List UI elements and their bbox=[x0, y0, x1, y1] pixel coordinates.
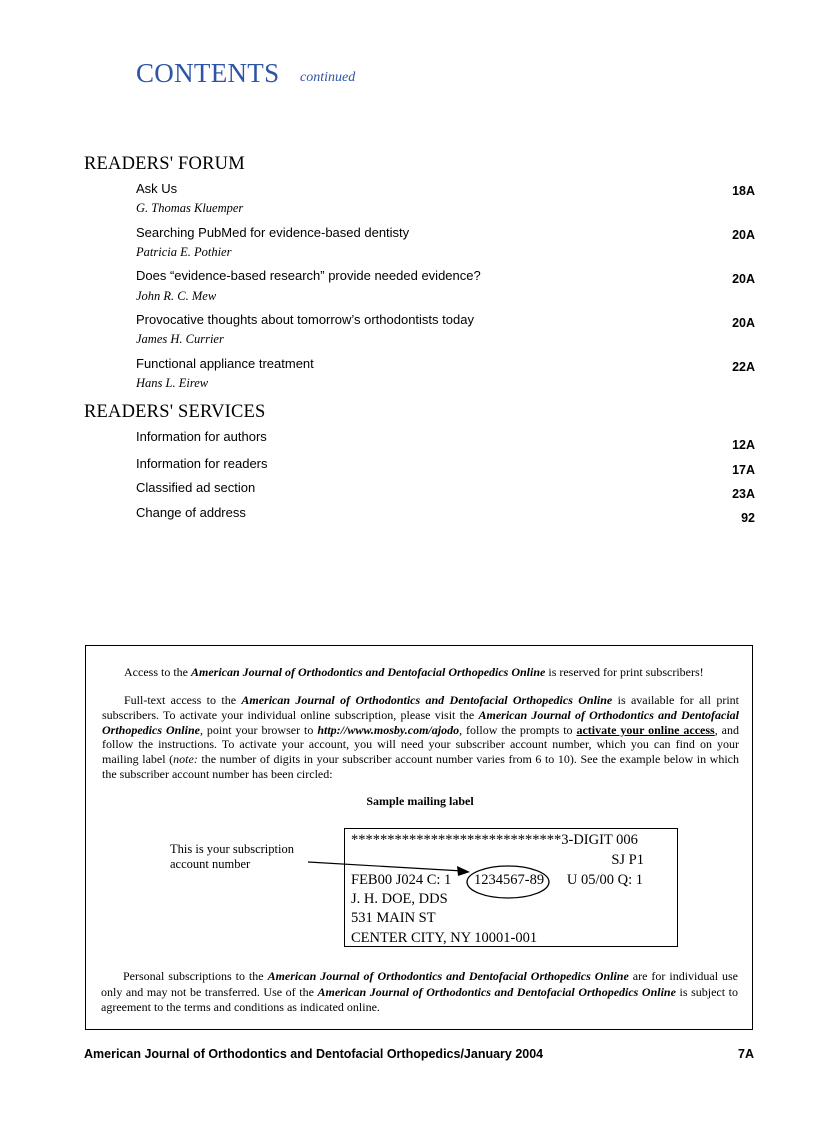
label-line-header: *****************************3-DIGIT 006 bbox=[351, 832, 638, 848]
notice-paragraph-access: Access to the American Journal of Orthodontics and Dentofacial Orthopedics Online is reserved for print subscribers! bbox=[124, 665, 704, 679]
journal-url-link[interactable]: http://www.mosby.com/ajodo bbox=[317, 722, 460, 737]
toc-entry-author: James H. Currier bbox=[136, 332, 224, 346]
section-heading-readers-forum: READERS' FORUM bbox=[84, 154, 245, 174]
account-number-circle-icon bbox=[465, 863, 553, 901]
toc-entry-page: 23A bbox=[732, 487, 755, 501]
page-subtitle: continued bbox=[300, 70, 356, 85]
toc-entry-title[interactable]: Change of address bbox=[136, 505, 246, 520]
label-line-route: SJ P1 bbox=[611, 852, 644, 868]
toc-entry-author: G. Thomas Kluemper bbox=[136, 201, 244, 215]
toc-entry-title[interactable]: Information for authors bbox=[136, 429, 267, 444]
toc-entry-page: 18A bbox=[732, 184, 755, 198]
toc-entry-title[interactable]: Does “evidence-based research” provide needed evidence? bbox=[136, 268, 481, 283]
toc-entry-author: Hans L. Eirew bbox=[136, 376, 209, 390]
toc-entry-page: 17A bbox=[732, 463, 755, 477]
toc-entry-author: Patricia E. Pothier bbox=[136, 245, 232, 259]
notice-paragraph-fulltext: Full-text access to the American Journal of Orthodontics and Dentofacial Orthopedics Online is available for all print subscribers. To activate your individual online subscription, please visit the American Journal of Orthodontics and Dentofacial Orthopedics Online, point your browser to http://www.mosby.com/ajodo, follow the prompts to activate your online access, and follow the instructions. To activate your account, you will need your subscriber account number, which you can find on your mailing label (note: the number of digits in your subscriber account number varies from 6 to 10). See the example below in which the subscriber account number has been circled: bbox=[102, 693, 740, 781]
activate-online-access-link[interactable]: activate your online access bbox=[576, 722, 715, 737]
subscriber-account-number: 1234567-89 bbox=[474, 872, 545, 888]
label-line-name: J. H. DOE, DDS bbox=[351, 891, 448, 907]
toc-entry-page: 20A bbox=[732, 272, 755, 286]
callout-text: This is your subscription account number bbox=[170, 842, 294, 871]
label-line-account-prefix: FEB00 J024 C: 1 bbox=[351, 872, 452, 888]
toc-entry-title[interactable]: Classified ad section bbox=[136, 480, 256, 495]
footer-journal: American Journal of Orthodontics and Dentofacial Orthopedics/January 2004 bbox=[84, 1047, 544, 1061]
toc-entry-title[interactable]: Ask Us bbox=[136, 181, 178, 196]
sample-label-heading: Sample mailing label bbox=[366, 794, 474, 808]
label-line-account-suffix: U 05/00 Q: 1 bbox=[566, 872, 643, 888]
toc-entry-page: 20A bbox=[732, 228, 755, 242]
footer-page-number: 7A bbox=[738, 1047, 754, 1061]
notice-paragraph-personal: Personal subscriptions to the American Journal of Orthodontics and Dentofacial Orthopedics Online are for individual use only and may not be transferred. Use of the American Journal of Orthodontics and Dentofacial Orthopedics Online is subject to agreement to the terms and conditions as indicated online. bbox=[101, 969, 739, 1014]
toc-entry-page: 20A bbox=[732, 316, 755, 330]
label-line-city: CENTER CITY, NY 10001-001 bbox=[351, 930, 538, 946]
section-heading-readers-services: READERS' SERVICES bbox=[84, 402, 266, 422]
toc-entry-page: 22A bbox=[732, 360, 755, 374]
page-title: CONTENTS bbox=[136, 58, 280, 88]
label-line-street: 531 MAIN ST bbox=[351, 910, 436, 926]
toc-entry-title[interactable]: Provocative thoughts about tomorrow’s orthodontists today bbox=[136, 312, 474, 327]
toc-entry-title[interactable]: Information for readers bbox=[136, 456, 268, 471]
toc-entry-title[interactable]: Searching PubMed for evidence-based dentisty bbox=[136, 225, 410, 240]
toc-entry-page: 92 bbox=[741, 511, 755, 525]
toc-entry-page: 12A bbox=[732, 438, 755, 452]
toc-entry-title[interactable]: Functional appliance treatment bbox=[136, 356, 314, 371]
toc-entry-author: John R. C. Mew bbox=[136, 289, 217, 303]
